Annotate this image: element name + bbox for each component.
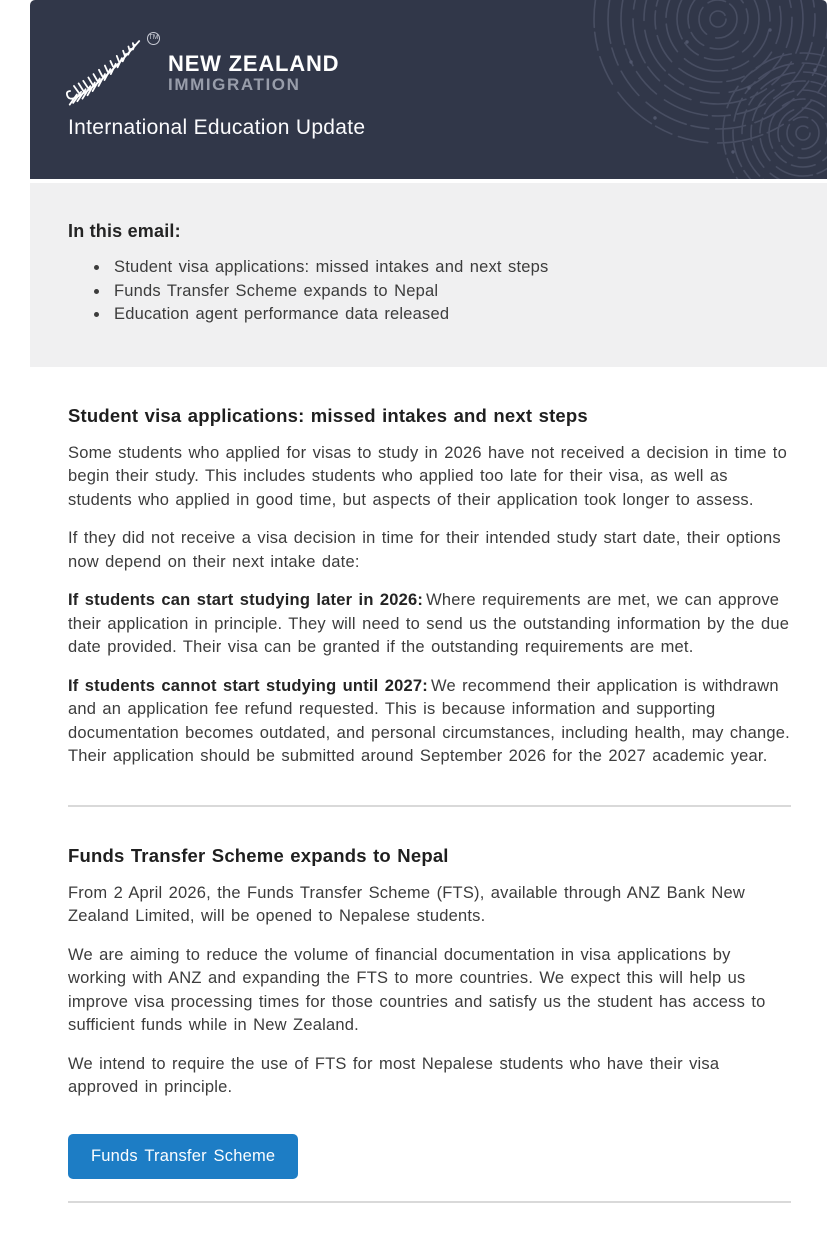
trademark-icon: TM [147,32,160,45]
paragraph [68,527,791,574]
summary-list [68,256,787,327]
paragraph-lead: If students can start studying later in 2026: [68,591,424,609]
brand-wordmark [168,52,339,95]
brand-name: NEW ZEALAND [168,51,340,76]
email-main-content [30,405,827,1203]
koru-spiral-pattern-icon [527,0,827,179]
silver-fern-icon [63,30,151,108]
paragraph-text: If they did not receive a visa decision in time for their intended study start date, their options now depend on their next intake date: [68,529,781,571]
paragraph [68,944,791,1038]
nz-immigration-logo [63,30,339,108]
paragraph-text: Where requirements are met, we can approve their application in principle. They will need to send us the outstanding information by the due date provided. Their visa can be granted if the outstanding requirements are met. [68,591,790,656]
summary-item: • Funds Transfer Scheme expands to Nepal [110,280,787,304]
summary-item: • Student visa applications: missed intakes and next steps [110,256,787,280]
funds-transfer-scheme-button[interactable]: Funds Transfer Scheme [68,1134,298,1179]
paragraph-text: We intend to require the use of FTS for most Nepalese students who have their visa approved in principle. [68,1054,720,1096]
paragraph-text: From 2 April 2026, the Funds Transfer Scheme (FTS), available through ANZ Bank New Zealand Limited, will be opened to Nepalese students. [68,883,745,925]
paragraph [68,1053,791,1100]
email-body [30,0,827,1203]
article-heading-funds-transfer: Funds Transfer Scheme expands to Nepal [68,844,449,866]
summary-heading: In this email: [68,221,181,241]
email-summary-box [30,183,827,367]
summary-item: • Education agent performance data released [110,303,787,327]
paragraph [68,589,791,660]
paragraph-text: We recommend their application is withdrawn and an application fee refund requested. This is because information and supporting documentation becomes outdated, and personal circumstances, including health, may change. Their application should be submitted around September 2026 for the 2027 academic year. [68,676,790,765]
header-banner [30,0,827,179]
paragraph [68,675,791,769]
paragraph [68,882,791,929]
section-divider [68,805,791,807]
paragraph [68,442,791,513]
article-heading-student-visas: Student visa applications: missed intakes and next steps [68,404,588,426]
section-divider [68,1201,791,1203]
paragraph-lead: If students cannot start studying until 2027: [68,676,428,695]
paragraph-text: We are aiming to reduce the volume of financial documentation in visa applications by working with ANZ and expanding the FTS to more countries. We expect this will help us improve visa processing times for those countries and satisfy us the student has access to sufficient funds while in New Zealand. [68,945,766,1034]
paragraph-text: Some students who applied for visas to study in 2026 have not received a decision in time to begin their study. This includes students who applied too late for their visa, as well as students who applied in good time, but aspects of their application took longer to assess. [68,443,787,509]
brand-department: IMMIGRATION [168,75,301,95]
newsletter-title: International Education Update [68,116,366,139]
